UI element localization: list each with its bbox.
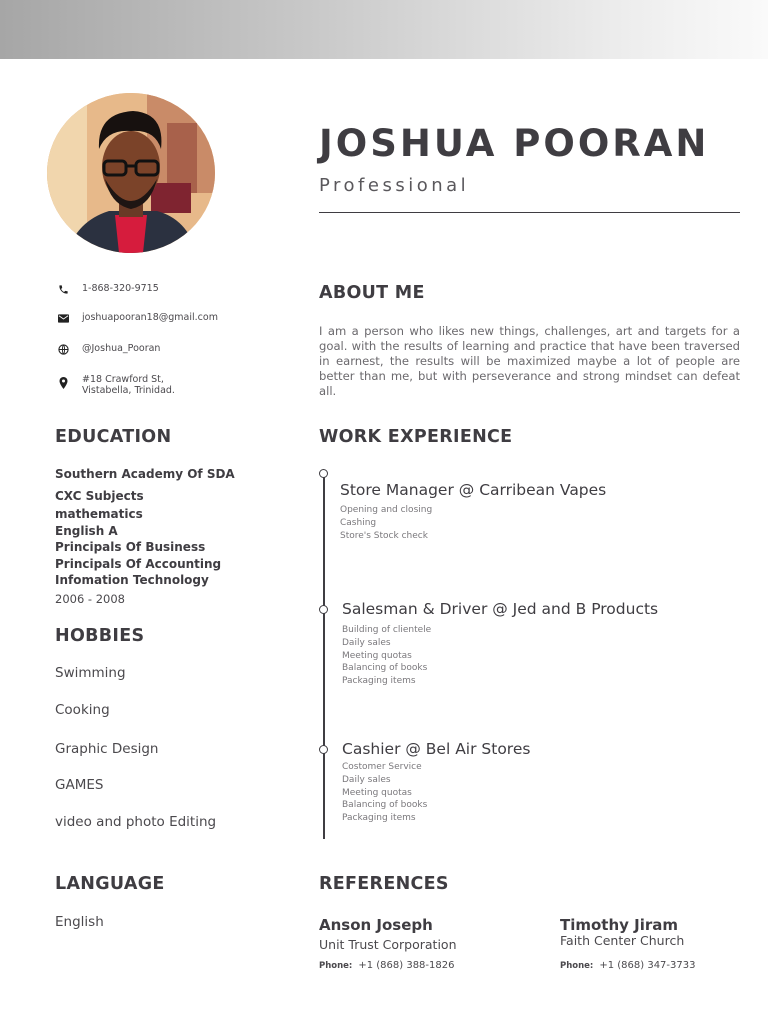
about-heading: ABOUT ME [319, 283, 425, 303]
header-divider [319, 212, 740, 213]
reference-name: Timothy Jiram [560, 916, 679, 934]
education-heading: EDUCATION [55, 427, 172, 447]
social-text: @Joshua_Pooran [82, 343, 161, 354]
reference-phone-number: +1 (868) 347-3733 [599, 960, 696, 971]
reference-phone-label: Phone: [560, 961, 594, 971]
job-task: Packaging items [342, 813, 416, 823]
job-task: Building of clientele [342, 625, 432, 635]
timeline-dot [319, 745, 328, 754]
reference-phone-number: +1 (868) 388-1826 [358, 960, 455, 971]
address-line-2: Vistabella, Trinidad. [82, 385, 175, 396]
timeline-dot [319, 605, 328, 614]
job-task: Meeting quotas [342, 788, 412, 798]
education-subject: Infomation Technology [55, 573, 209, 587]
job-task: Packaging items [342, 676, 416, 686]
globe-icon [56, 343, 70, 355]
phone-text: 1-868-320-9715 [82, 283, 159, 294]
hobby-item: Swimming [55, 665, 126, 681]
job-task: Meeting quotas [342, 651, 412, 661]
work-heading: WORK EXPERIENCE [319, 427, 513, 447]
reference-phone [319, 960, 454, 971]
email-text: joshuapooran18@gmail.com [82, 312, 218, 323]
education-years: 2006 - 2008 [55, 592, 125, 606]
job-title: Salesman & Driver @ Jed and B Products [342, 600, 659, 618]
reference-phone [560, 960, 695, 971]
education-subject: English A [55, 524, 118, 538]
job-task: Daily sales [342, 775, 391, 785]
job-task: Balancing of books [342, 663, 428, 673]
about-text: I am a person who likes new things, challenges, art and targets for a goal. with the results of learning and practice that have been traversed in earnest, the results will be maximized maybe a lot of people are better than me, but with perseverance and strong mindset can defeat all. [319, 324, 740, 398]
job-task: Balancing of books [342, 800, 428, 810]
hobbies-heading: HOBBIES [55, 626, 145, 646]
contact-address [56, 374, 175, 396]
header-banner [0, 0, 768, 59]
hobby-item: Cooking [55, 702, 110, 718]
candidate-role: Professional [319, 175, 470, 196]
education-subject: Principals Of Business [55, 540, 206, 554]
candidate-name: JOSHUA POORAN [319, 122, 710, 165]
location-pin-icon [56, 377, 70, 389]
job-task: Daily sales [342, 638, 391, 648]
education-subject: CXC Subjects [55, 489, 144, 503]
job-title: Cashier @ Bel Air Stores [342, 740, 531, 758]
job-task: Store's Stock check [340, 531, 428, 541]
reference-org: Faith Center Church [560, 933, 685, 948]
reference-name: Anson Joseph [319, 916, 433, 934]
job-title: Store Manager @ Carribean Vapes [340, 481, 607, 499]
job-task: Opening and closing [340, 505, 433, 515]
education-subject: Principals Of Accounting [55, 557, 222, 571]
mail-icon [56, 312, 70, 324]
job-task: Costomer Service [342, 762, 422, 772]
profile-photo [47, 93, 215, 253]
hobby-item: video and photo Editing [55, 814, 217, 830]
reference-org: Unit Trust Corporation [319, 937, 457, 952]
language-heading: LANGUAGE [55, 874, 165, 894]
timeline-line [323, 473, 325, 839]
reference-phone-label: Phone: [319, 961, 353, 971]
contact-phone [56, 283, 159, 295]
language-item: English [55, 914, 104, 930]
contact-email [56, 312, 218, 324]
hobby-item: Graphic Design [55, 741, 159, 757]
job-task: Cashing [340, 518, 377, 528]
timeline-dot [319, 469, 328, 478]
address-line-1: #18 Crawford St, [82, 374, 164, 385]
education-school: Southern Academy Of SDA [55, 467, 235, 481]
address-text [82, 374, 175, 396]
references-heading: REFERENCES [319, 874, 449, 894]
phone-icon [56, 283, 70, 295]
contact-social [56, 343, 160, 355]
education-subject: mathematics [55, 507, 143, 521]
hobby-item: GAMES [55, 777, 104, 793]
